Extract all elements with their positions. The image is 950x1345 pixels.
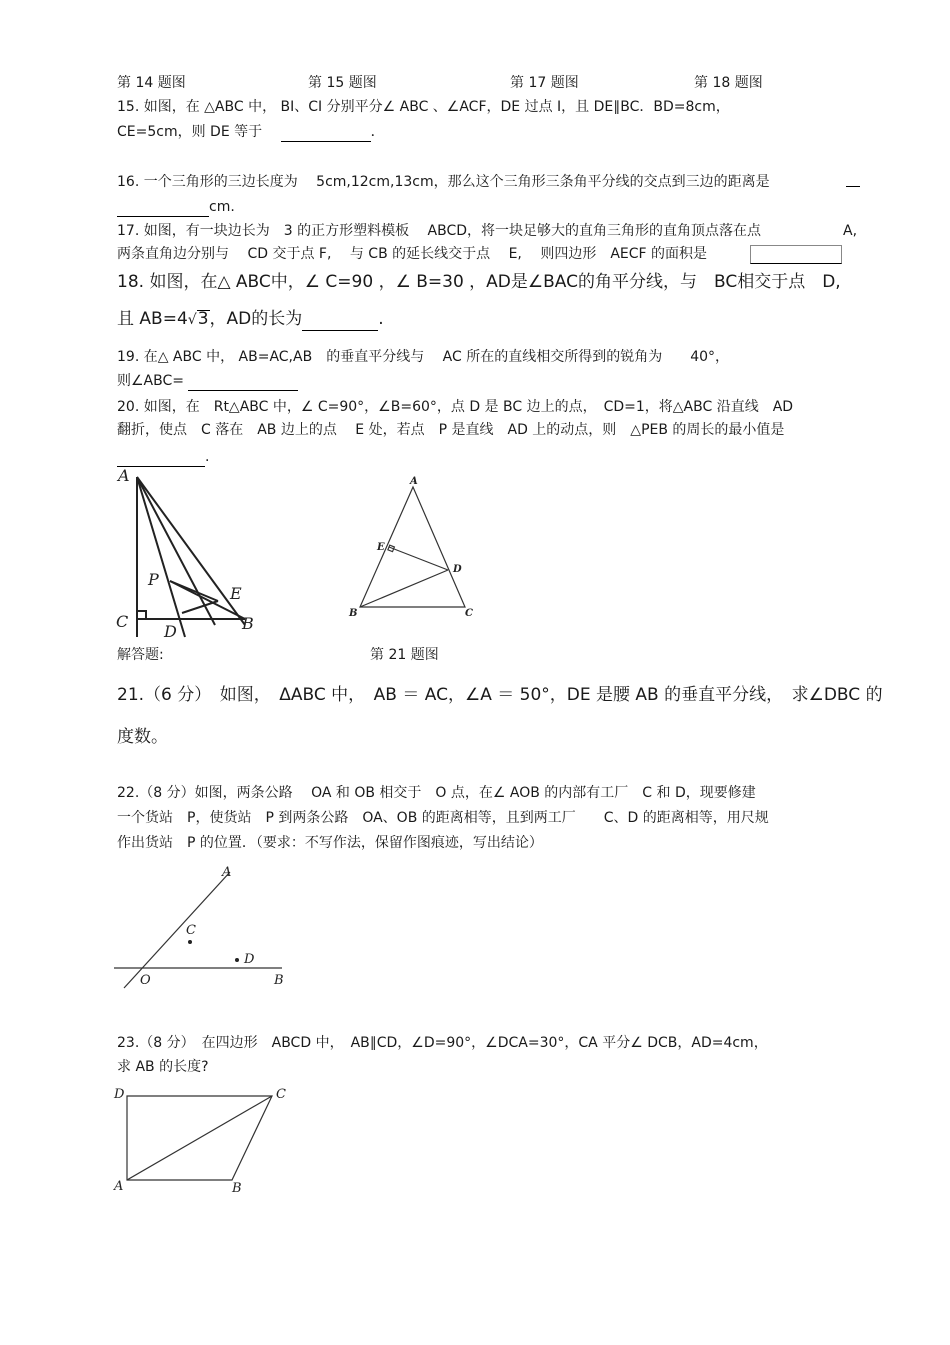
q15-line1: 15. 如图，在 △ABC 中， BI、CI 分别平分∠ ABC 、∠ACF，DE 过点 I，且 DE∥BC．BD=8cm， [117, 99, 730, 115]
fig21-diagram [345, 475, 485, 620]
fig20-label-e: E [230, 584, 242, 603]
q16-blank-tail [846, 186, 860, 187]
fig20-label-d: D [164, 622, 177, 641]
q19-answer-blank[interactable] [188, 372, 298, 391]
q15-line2-prefix: CE=5cm，则 DE 等于 [117, 124, 263, 140]
fig23-label-b: B [232, 1181, 242, 1196]
fig22-ray-OA [124, 872, 230, 988]
fig20-diagram [110, 465, 270, 645]
q18-sqrt-value: 3 [197, 309, 209, 329]
q16-line2-suffix: cm. [209, 199, 235, 215]
fig20-label-b: B [242, 614, 254, 633]
q18-answer-blank[interactable] [302, 308, 378, 331]
fig21-triangle [360, 487, 465, 607]
fig22-point-c [188, 940, 192, 944]
q18-line2: 且 AB=4√3，AD的长为 . [117, 309, 384, 329]
fig20-line-AD [137, 477, 185, 637]
caption-fig14: 第 14 题图 [117, 75, 186, 91]
fig22-diagram [110, 860, 300, 995]
fig22-label-b: B [274, 973, 284, 988]
q22-line3: 作出货站 P 的位置．（要求：不写作法，保留作图痕迹，写出结论） [117, 835, 543, 851]
fig22-label-o: O [140, 973, 151, 988]
fig23-label-c: C [276, 1087, 286, 1102]
q15-answer-blank[interactable] [281, 123, 371, 142]
q22-line2: 一个货站 P，使货站 P 到两条公路 OA、OB 的距离相等，且到两工厂 C、D 的距离相等，用尺规 [117, 810, 769, 826]
fig22-label-a: A [222, 865, 232, 880]
q22-line1: 22.（8 分）如图，两条公路 OA 和 OB 相交于 O 点，在∠ AOB 的内部有工厂 C 和 D，现要修建 [117, 785, 756, 801]
fig21-label-a: A [410, 476, 418, 487]
q21-line2: 度数。 [117, 727, 168, 747]
fig23-diagram [110, 1082, 300, 1197]
q17-line1-end: A, [843, 223, 858, 239]
q19-line2 [117, 372, 298, 391]
section-label: 解答题: [117, 647, 164, 663]
q18-line2-suffix: . [378, 309, 384, 329]
fig21-line-BD [360, 570, 448, 607]
fig20-label-a: A [118, 466, 130, 485]
q17-line2: 两条直角边分别与 CD 交于点 F, 与 CB 的延长线交于点 E, 则四边形 AECF 的面积是 [117, 246, 708, 262]
q17-line1: 17. 如图，有一块边长为 3 的正方形塑料模板 ABCD，将一块足够大的直角三角形的直角顶点落在点 [117, 223, 762, 239]
q18-line2-mid: ，AD的长为 [209, 309, 303, 329]
fig20-line-DE [182, 601, 218, 613]
q23-line1: 23.（8 分） 在四边形 ABCD 中， AB∥CD，∠D=90°，∠DCA=30°，CA 平分∠ DCB，AD=4cm， [117, 1035, 768, 1051]
caption-fig21: 第 21 题图 [370, 647, 439, 663]
q23-line2: 求 AB 的长度? [117, 1059, 209, 1075]
fig21-line-ED [389, 547, 448, 570]
fig22-point-d [235, 958, 239, 962]
q15-line2 [117, 123, 385, 142]
fig21-label-e: E [377, 542, 385, 553]
q20-line1: 20. 如图，在 Rt△ABC 中，∠ C=90°，∠B=60°，点 D 是 BC 边上的点， CD=1，将△ABC 沿直线 AD [117, 399, 794, 415]
fig21-label-b: B [349, 608, 358, 619]
fig20-line-AE [137, 477, 215, 625]
q16-answer-blank[interactable] [117, 198, 209, 217]
q20-line2: 翻折，使点 C 落在 AB 边上的点 E 处，若点 P 是直线 AD 上的动点，则 △PEB 的周长的最小值是 [117, 422, 785, 438]
q18-line2-prefix: 且 AB=4 [117, 309, 188, 329]
fig22-label-c: C [186, 923, 196, 938]
fig23-diagonal-AC [127, 1096, 272, 1180]
fig21-label-d: D [453, 564, 462, 575]
fig20-right-angle [137, 611, 146, 619]
q17-answer-blank[interactable] [750, 245, 842, 264]
fig21-label-c: C [465, 608, 473, 619]
fig20-line-AB [137, 477, 245, 625]
fig22-label-d: D [244, 952, 255, 967]
fig20-label-p: P [148, 570, 159, 589]
caption-fig18: 第 18 题图 [694, 75, 763, 91]
q19-line1: 19. 在△ ABC 中， AB=AC,AB 的垂直平分线与 AC 所在的直线相交所得到的锐角为 40°， [117, 349, 730, 365]
fig23-label-d: D [114, 1087, 125, 1102]
q21-line1: 21.（6 分） 如图， ΔABC 中， AB ＝ AC，∠A ＝ 50°，DE 是腰 AB 的垂直平分线， 求∠DBC 的 [117, 685, 883, 705]
q19-line2-prefix: 则∠ABC= [117, 373, 184, 389]
q20-line3-suffix: . [205, 449, 210, 465]
fig20-label-c: C [116, 612, 129, 631]
q16-line1: 16. 一个三角形的三边长度为 5cm,12cm,13cm，那么这个三角形三条角平分线的交点到三边的距离是 [117, 174, 770, 190]
fig23-label-a: A [114, 1179, 124, 1194]
caption-fig15: 第 15 题图 [308, 75, 377, 91]
caption-fig17: 第 17 题图 [510, 75, 579, 91]
q15-line2-suffix: ． [370, 124, 385, 140]
q18-line1: 18. 如图，在△ ABC中，∠ C=90 ，∠ B=30 ，AD是∠BAC的角平分线，与 BC相交于点 D, [117, 272, 841, 292]
q16-line2 [117, 198, 235, 217]
